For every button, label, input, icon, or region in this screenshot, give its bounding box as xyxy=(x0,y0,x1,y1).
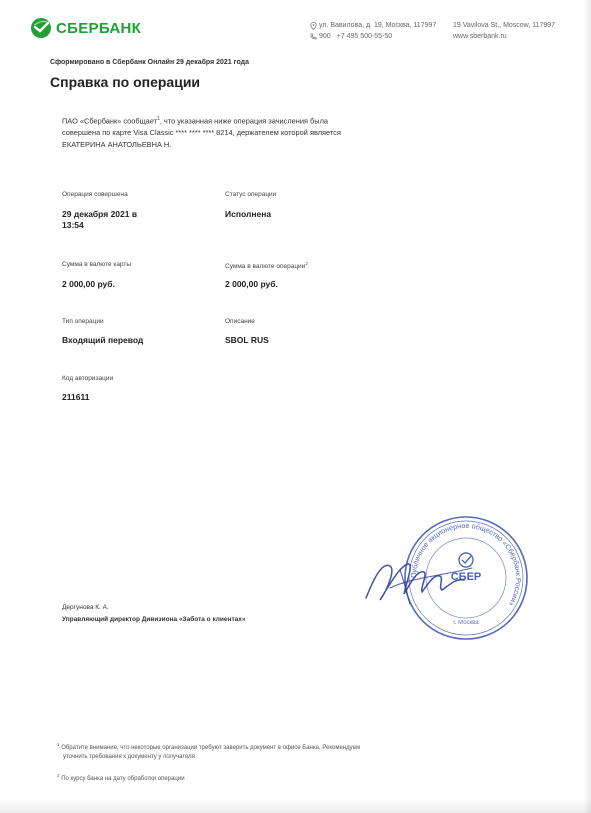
address-block-en xyxy=(453,20,555,42)
card-sum-value: 2 000,00 руб. xyxy=(62,279,115,289)
intro-text: , что указанная ниже операция зачисления была xyxy=(159,116,329,126)
op-done-label: Операция совершена xyxy=(62,191,128,198)
location-pin-icon xyxy=(310,22,317,30)
sberbank-logo-icon xyxy=(30,17,52,39)
formed-date: Сформировано в Сбербанк Онлайн 29 декабря 2021 года xyxy=(50,59,249,66)
footnote-ref: 2 xyxy=(305,261,308,266)
footnote-ref: 1 xyxy=(157,116,160,122)
phone-full: +7 495 500-55-50 xyxy=(336,33,393,40)
footnote-1-num: 1 xyxy=(57,742,60,747)
stamp-center-text: СБЕР xyxy=(450,571,482,583)
phone-icon xyxy=(310,33,317,40)
op-date: 29 декабря 2021 в xyxy=(62,209,138,219)
op-sum-label-text: Сумма в валюте операции xyxy=(225,263,306,271)
signatory-position: Управляющий директор Дивизиона «Забота о клиентах» xyxy=(62,616,246,623)
address-ru: ул. Вавилова, д. 19, Москва, 117997 xyxy=(319,22,437,29)
handwritten-signature xyxy=(360,548,480,612)
type-label: Тип операции xyxy=(62,318,104,325)
sberbank-logo xyxy=(30,17,141,39)
intro-text: ПАО «Сбербанк» сообщает xyxy=(62,116,158,126)
website-link[interactable]: www.sberbank.ru xyxy=(453,33,507,40)
stamp-city: г. Москва xyxy=(453,620,479,626)
address-en: 19 Vavilova St., Moscow, 117997 xyxy=(453,22,556,29)
auth-label: Код авторизации xyxy=(62,375,114,382)
intro-paragraph xyxy=(62,114,412,150)
footnote-2 xyxy=(57,771,185,784)
type-value: Входящий перевод xyxy=(62,335,144,345)
footnote-1-text: Обратите внимание, что некоторые организации требуют заверить документ в офисе Банка. Рекомендуем xyxy=(61,745,361,751)
cardholder-name: ЕКАТЕРИНА АНАТОЛЬЕВНА Н. xyxy=(62,139,172,149)
signatory-name: Дергунова К. А. xyxy=(62,604,109,611)
document-title: Справка по операции xyxy=(50,74,201,90)
desc-label: Описание xyxy=(225,318,255,325)
status-label: Статус операции xyxy=(225,191,277,198)
op-sum-value: 2 000,00 руб. xyxy=(225,279,278,289)
page-edge-shadow xyxy=(583,0,591,813)
op-done-value xyxy=(62,209,137,231)
stamp-ring-tspan: Публичное акционерное общество «Сбербанк России» xyxy=(408,520,524,608)
footnote-2-num: 2 xyxy=(57,773,60,778)
address-block-ru xyxy=(310,20,436,42)
intro-text: совершена по карте Visa Classic **** **** **** 8214, держателем которой является xyxy=(62,128,341,138)
footnote-1 xyxy=(57,740,360,762)
card-sum-label: Сумма в валюте карты xyxy=(62,261,132,268)
page-edge-shadow-bottom xyxy=(0,799,591,813)
footnote-1-text-2: уточнить требования к документу у получателя xyxy=(63,754,195,760)
phone-short: 900 xyxy=(319,33,331,40)
footnote-2-text: По курсу банка на дату обработки операции xyxy=(61,776,185,782)
status-value: Исполнена xyxy=(225,209,272,219)
desc-value: SBOL RUS xyxy=(225,335,269,345)
auth-value: 211611 xyxy=(62,392,90,402)
logo-text: СБЕРБАНК xyxy=(56,19,142,37)
op-time: 13:54 xyxy=(62,220,84,230)
op-sum-label xyxy=(225,261,308,270)
